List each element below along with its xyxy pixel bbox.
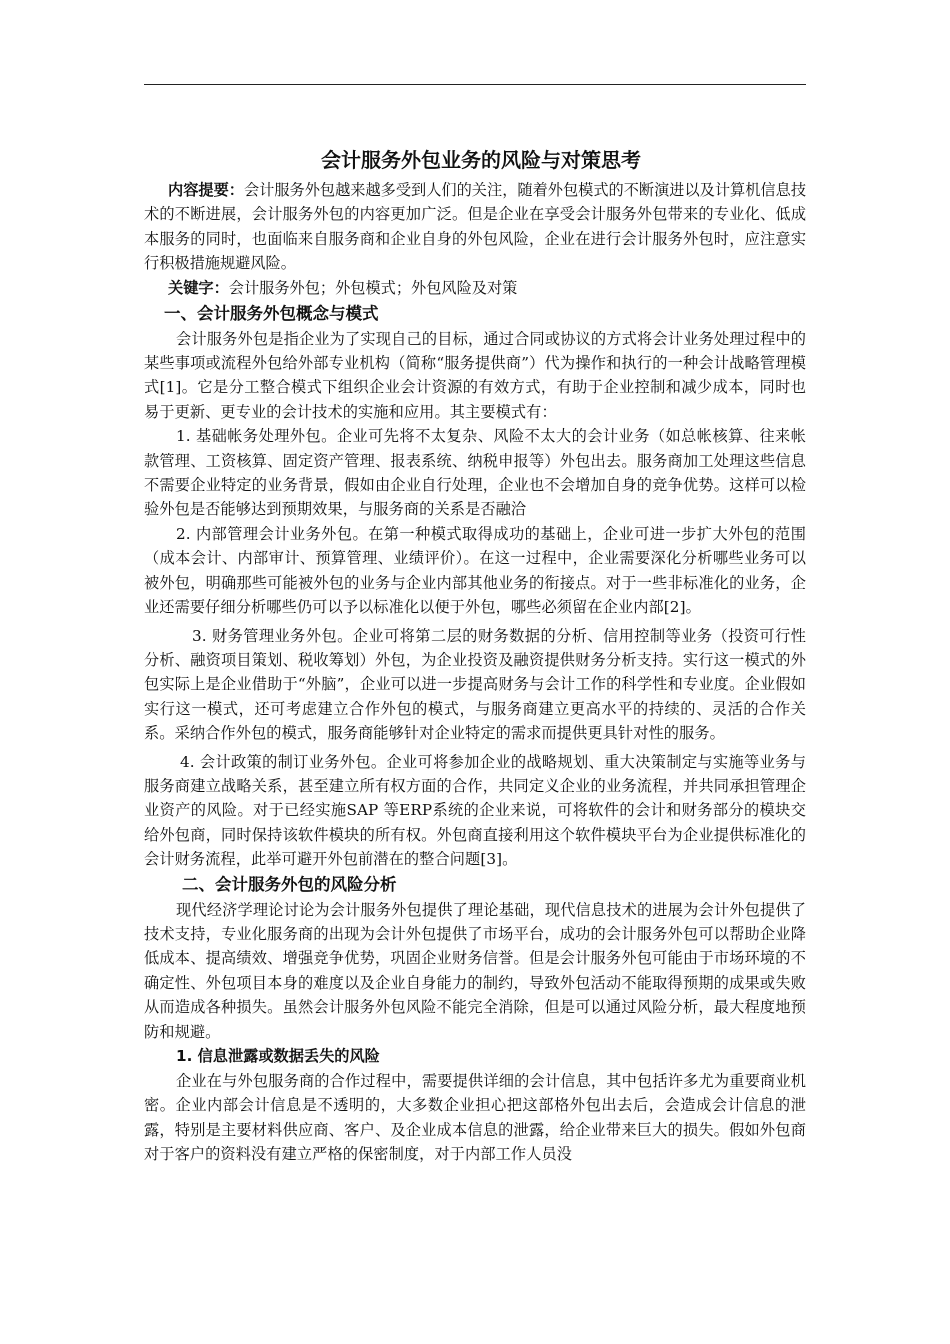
document-page: [144, 142, 806, 1167]
section2-sub1-text: 企业在与外包服务商的合作过程中，需要提供详细的会计信息，其中包括许多尤为重要商业机密。企业内部会计信息是不透明的，大多数企业担心把这部格外包出去后，会造成会计信息的泄露，特别是主要材料供应商、客户、及企业成本信息的泄露，给企业带来巨大的损失。假如外包商对于客户的资料没有建立严格的保密制度，对于内部工作人员没: [144, 1072, 806, 1164]
section1-item1: 1. 基础帐务处理外包。企业可先将不太复杂、风险不太大的会计业务（如总帐核算、往来帐款管理、工资核算、固定资产管理、报表系统、纳税申报等）外包出去。服务商加工处理这些信息不需要企业特定的业务背景，假如由企业自行处理，企业也不会增加自身的竞争优势。这样可以检验外包是否能够达到预期效果，与服务商的关系是否融洽: [144, 427, 806, 519]
section2-intro: 现代经济学理论讨论为会计服务外包提供了理论基础，现代信息技术的进展为会计外包提供了技术支持，专业化服务商的出现为会计外包提供了市场平台，成功的会计服务外包可以帮助企业降低成本、提高绩效、增强竞争优势，巩固企业财务信誉。但是会计服务外包可能由于市场环境的不确定性、外包项目本身的难度以及企业自身能力的制约，导致外包活动不能取得预期的成果或失败从而造成各种损失。虽然会计服务外包风险不能完全消除，但是可以通过风险分析，最大程度地预防和规避。: [144, 900, 806, 1041]
section1-intro: 会计服务外包是指企业为了实现自己的目标，通过合同或协议的方式将会计业务处理过程中的某些事项或流程外包给外部专业机构（简称“服务提供商”）代为操作和执行的一种会计战略管理模式[1]。它是分工整合模式下组织企业会计资源的有效方式，有助于企业控制和减少成本，同时也易于更新、更专业的会计技术的实施和应用。其主要模式有：: [144, 329, 806, 421]
section1-item3: 3. 财务管理业务外包。企业可将第二层的财务数据的分析、信用控制等业务（投资可行性分析、融资项目策划、税收筹划）外包，为企业投资及融资提供财务分析支持。实行这一模式的外包实际上是企业借助于“外脑”，企业可以进一步提高财务与会计工作的科学性和专业度。企业假如实行这一模式，还可考虑建立合作外包的模式，与服务商建立更高水平的持续的、灵活的合作关系。采纳合作外包的模式，服务商能够针对企业特定的需求而提供更具针对性的服务。: [144, 626, 806, 743]
header-rule: [144, 84, 806, 85]
document-title: 会计服务外包业务的风险与对策思考: [321, 148, 641, 172]
section1-item2: 2. 内部管理会计业务外包。在第一种模式取得成功的基础上，企业可进一步扩大外包的范围（成本会计、内部审计、预算管理、业绩评价）。在这一过程中，企业需要深化分析哪些业务可以被外包，明确那些可能被外包的业务与企业内部其他业务的衔接点。对于一些非标准化的业务，企业还需要仔细分析哪些仍可以予以标准化以便于外包，哪些必须留在企业内部[2]。: [144, 524, 806, 617]
keywords-label: 关键字：: [168, 278, 229, 297]
keywords: [144, 276, 806, 301]
section1-heading: 一、会计服务外包概念与模式: [164, 303, 379, 323]
abstract-text: 会计服务外包越来越多受到人们的关注，随着外包模式的不断演进以及计算机信息技术的不断进展，会计服务外包的内容更加广泛。但是企业在享受会计服务外包带来的专业化、低成本服务的同时，也面临来自服务商和企业自身的外包风险，企业在进行会计服务外包时，应注意实行积极措施规避风险。: [144, 181, 807, 273]
section1-item4: 4. 会计政策的制订业务外包。企业可将参加企业的战略规划、重大决策制定与实施等业务与服务商建立战略关系，甚至建立所有权方面的合作，共同定义企业的业务流程，并共同承担管理企业资产的风险。对于已经实施SAP 等ERP系统的企业来说，可将软件的会计和财务部分的模块交给外包商，同时保持该软件模块的所有权。外包商直接利用这个软件模块平台为企业提供标准化的会计财务流程，此举可避开外包前潜在的整合问题[3]。: [144, 752, 806, 869]
section2-sub1-heading: 1. 信息泄露或数据丢失的风险: [176, 1047, 380, 1065]
abstract: [144, 178, 806, 276]
keywords-text: 会计服务外包；外包模式；外包风险及对策: [228, 278, 518, 297]
section2-heading: 二、会计服务外包的风险分析: [182, 874, 397, 894]
abstract-label: 内容提要：: [168, 181, 244, 199]
